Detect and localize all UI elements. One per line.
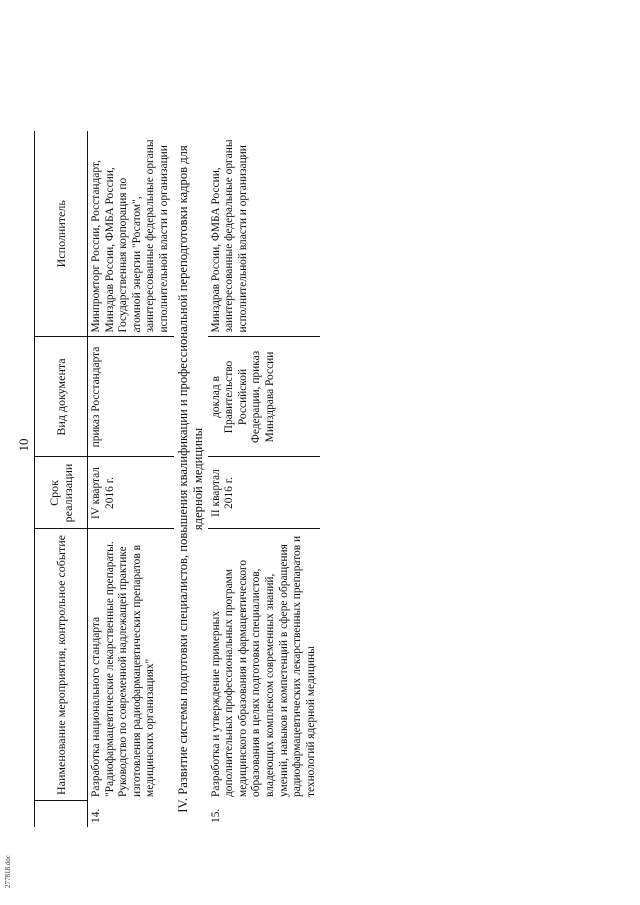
header-name: Наименование мероприятия, контрольное событие xyxy=(35,529,88,801)
measure-term: II квартал 2016 г. xyxy=(208,457,321,529)
measure-executor: Минздрав России, ФМБА России, заинтересованные федеральные органы исполнительной власти и организации xyxy=(208,131,321,337)
header-number xyxy=(35,801,88,827)
table-row xyxy=(208,131,321,827)
measure-executor: Минпромторг России, Росстандарт, Минздрав России, ФМБА России, Государственная корпорация по атомной энергии "Росатом", заинтересованные федеральные органы исполнительной власти и организации xyxy=(88,131,174,337)
section-heading-row xyxy=(174,131,208,827)
header-term: Срок реализации xyxy=(35,457,88,529)
measures-table xyxy=(34,131,320,827)
page-number: 10 xyxy=(16,438,31,452)
file-name-footer: 277818.doc xyxy=(4,855,12,888)
measure-doc-type: приказ Росстандарта xyxy=(88,337,174,457)
header-executor: Исполнитель xyxy=(35,131,88,337)
measure-term: IV квартал 2016 г. xyxy=(88,457,174,529)
section-heading: IV. Развитие системы подготовки специалистов, повышения квалификации и профессиональной переподготовки кадров для ядерной медицины xyxy=(175,145,205,813)
measure-name: Разработка и утверждение примерных дополнительных профессиональных программ медицинского образования и фармацевтического образования в целях подготовки специалистов, владеющих комплексом современных знаний, умений, навыков и компетенций в сфере обращения радиофармацевтических лекарственных препаратов и технологий ядерной медицины xyxy=(209,535,317,797)
table-header-row xyxy=(35,131,88,827)
header-doc-type: Вид документа xyxy=(35,337,88,457)
measure-doc-type: доклад в Правительство Российской Федерации, приказ Минздрава России xyxy=(208,337,321,457)
table-row xyxy=(88,131,174,827)
row-number: 14. xyxy=(90,808,102,823)
rotated-page-content xyxy=(10,45,610,845)
row-number: 15. xyxy=(209,808,222,823)
measure-name: Разработка национального стандарта "Радиофармацевтические лекарственные препараты. Руководство по современной надлежащей практике изготовления радиофармацевтических препаратов в медицинских организациях" xyxy=(90,541,157,797)
